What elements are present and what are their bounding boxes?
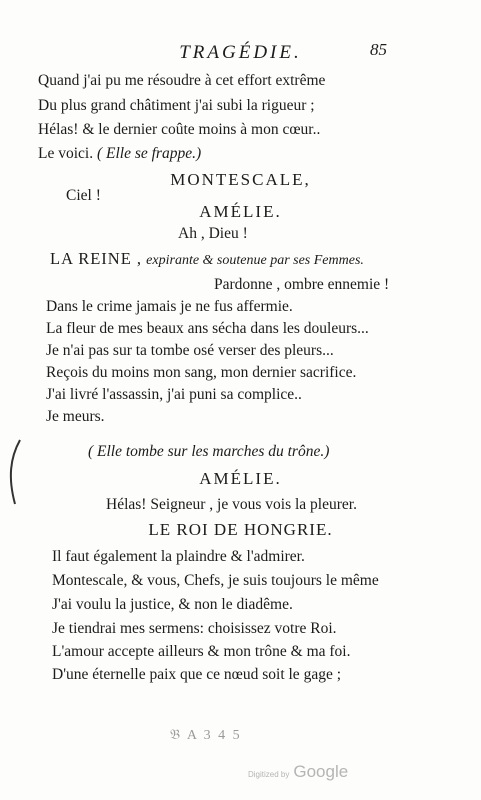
running-title: TRAGÉDIE. [179,42,302,63]
speaker-name: LA REINE , [50,249,143,268]
verse-line: Je n'ai pas sur ta tombe osé verser des pleurs... [46,342,334,359]
stage-direction: ( Elle tombe sur les marches du trône.) [88,443,330,460]
verse-line: Quand j'ai pu me résoudre à cet effort extrême [38,72,326,89]
page-number: 85 [370,40,387,59]
speaker-name: AMÉLIE. [199,469,282,488]
verse-line: Je tiendrai mes sermens: choisissez votre Roi. [52,620,337,637]
speaker-name: MONTESCALE, [170,170,311,189]
speaker-name: LE ROI DE HONGRIE. [148,520,333,539]
stage-direction: ( Elle se frappe.) [96,145,202,162]
verse-line: D'une éternelle paix que ce nœud soit le gage ; [52,666,342,683]
verse-line: J'ai voulu la justice, & non le diadême. [52,596,293,613]
verse-line: Je meurs. [46,408,105,425]
stage-direction: expirante & soutenue par ses Femmes. [146,253,364,268]
verse-line: Du plus grand châtiment j'ai subi la rigueur ; [38,97,315,114]
digitized-label: Digitized by [248,770,290,779]
library-stamp: 𝔅 A 3 4 5 [170,728,242,743]
verse-text: Le voici. [38,145,94,162]
verse-line: Reçois du moins mon sang, mon dernier sacrifice. [46,364,357,381]
verse-line: Pardonne , ombre ennemie ! [214,276,390,293]
verse-line: Il faut également la plaindre & l'admirer. [52,548,305,565]
verse-line: Ah , Dieu ! [178,225,248,242]
verse-line: Hélas! & le dernier coûte moins à mon cœur.. [38,121,321,138]
verse-line: Montescale, & vous, Chefs, je suis toujours le même [52,572,379,589]
verse-line: La fleur de mes beaux ans sécha dans les douleurs... [46,320,369,337]
verse-line: Hélas! Seigneur , je vous vois la pleurer. [106,496,357,513]
digitized-by-google-watermark [248,762,348,782]
google-logo: Google [293,762,349,781]
verse-line: Dans le crime jamais je ne fus affermie. [46,298,293,315]
verse-line: Ciel ! [66,187,101,204]
speaker-name: AMÉLIE. [199,202,282,221]
verse-line: L'amour accepte ailleurs & mon trône & ma foi. [52,643,351,660]
verse-line [38,145,201,163]
speaker-line [50,250,364,270]
verse-line: J'ai livré l'assassin, j'ai puni sa complice.. [46,386,302,403]
